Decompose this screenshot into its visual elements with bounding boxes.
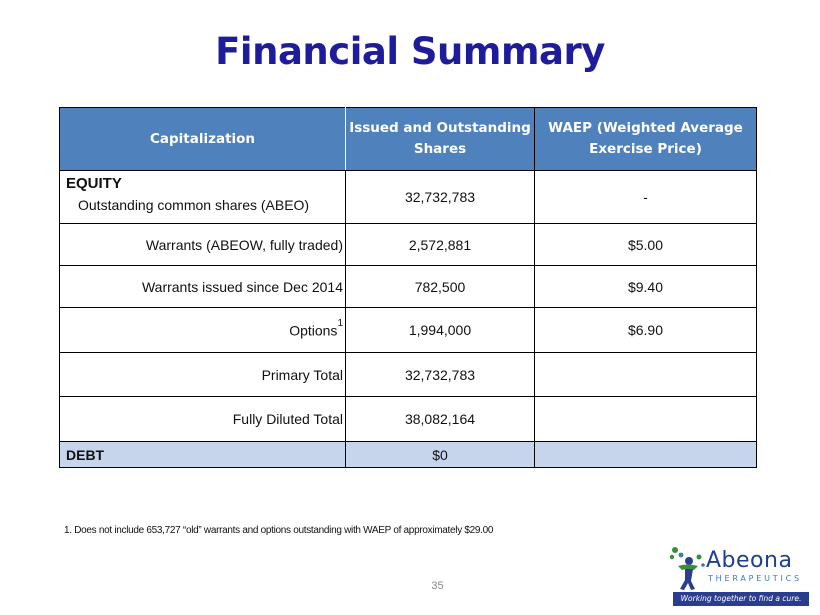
debt-label: DEBT (60, 442, 346, 468)
shares-cell: 32,732,783 (346, 171, 535, 224)
table-row (60, 353, 757, 397)
waep-cell (535, 353, 757, 397)
waep-cell: $9.40 (535, 266, 757, 308)
row-label: Fully Diluted Total (60, 397, 346, 442)
logo-subtitle: THERAPEUTICS (708, 574, 802, 583)
equity-cell (60, 171, 346, 224)
header-waep: WAEP (Weighted Average Exercise Price) (535, 108, 757, 171)
capitalization-table (59, 107, 757, 468)
logo-brand: Abeona (706, 548, 793, 573)
row-label: Warrants (ABEOW, fully traded) (60, 224, 346, 266)
row-label: Primary Total (60, 353, 346, 397)
row-label: Options (289, 322, 338, 339)
logo-mark-icon (668, 545, 708, 591)
table-row (60, 171, 757, 224)
waep-cell: $6.90 (535, 308, 757, 353)
table-row (60, 266, 757, 308)
logo-tagline: Working together to find a cure. (673, 592, 809, 606)
shares-cell: 2,572,881 (346, 224, 535, 266)
debt-waep (535, 442, 757, 468)
debt-row (60, 442, 757, 468)
header-issued-shares: Issued and Outstanding Shares (346, 108, 535, 171)
page-title: Financial Summary (215, 30, 605, 73)
abeona-logo (668, 545, 810, 610)
waep-cell (535, 397, 757, 442)
row-label: Outstanding common shares (ABEO) (78, 197, 310, 213)
debt-value: $0 (346, 442, 535, 468)
table-row (60, 224, 757, 266)
table-row (60, 397, 757, 442)
table-header-row (60, 108, 757, 171)
header-capitalization: Capitalization (60, 108, 346, 171)
equity-label: EQUITY (66, 175, 122, 192)
shares-cell: 1,994,000 (346, 308, 535, 353)
footnote: 1. Does not include 653,727 “old” warrants and options outstanding with WAEP of approximately $29.00 (64, 525, 494, 536)
table-row (60, 308, 757, 353)
page-number: 35 (431, 580, 444, 592)
options-cell (60, 308, 346, 353)
row-label: Warrants issued since Dec 2014 (60, 266, 346, 308)
waep-cell: $5.00 (535, 224, 757, 266)
footnote-marker: 1 (337, 317, 343, 329)
shares-cell: 32,732,783 (346, 353, 535, 397)
shares-cell: 38,082,164 (346, 397, 535, 442)
waep-cell: - (535, 171, 757, 224)
shares-cell: 782,500 (346, 266, 535, 308)
